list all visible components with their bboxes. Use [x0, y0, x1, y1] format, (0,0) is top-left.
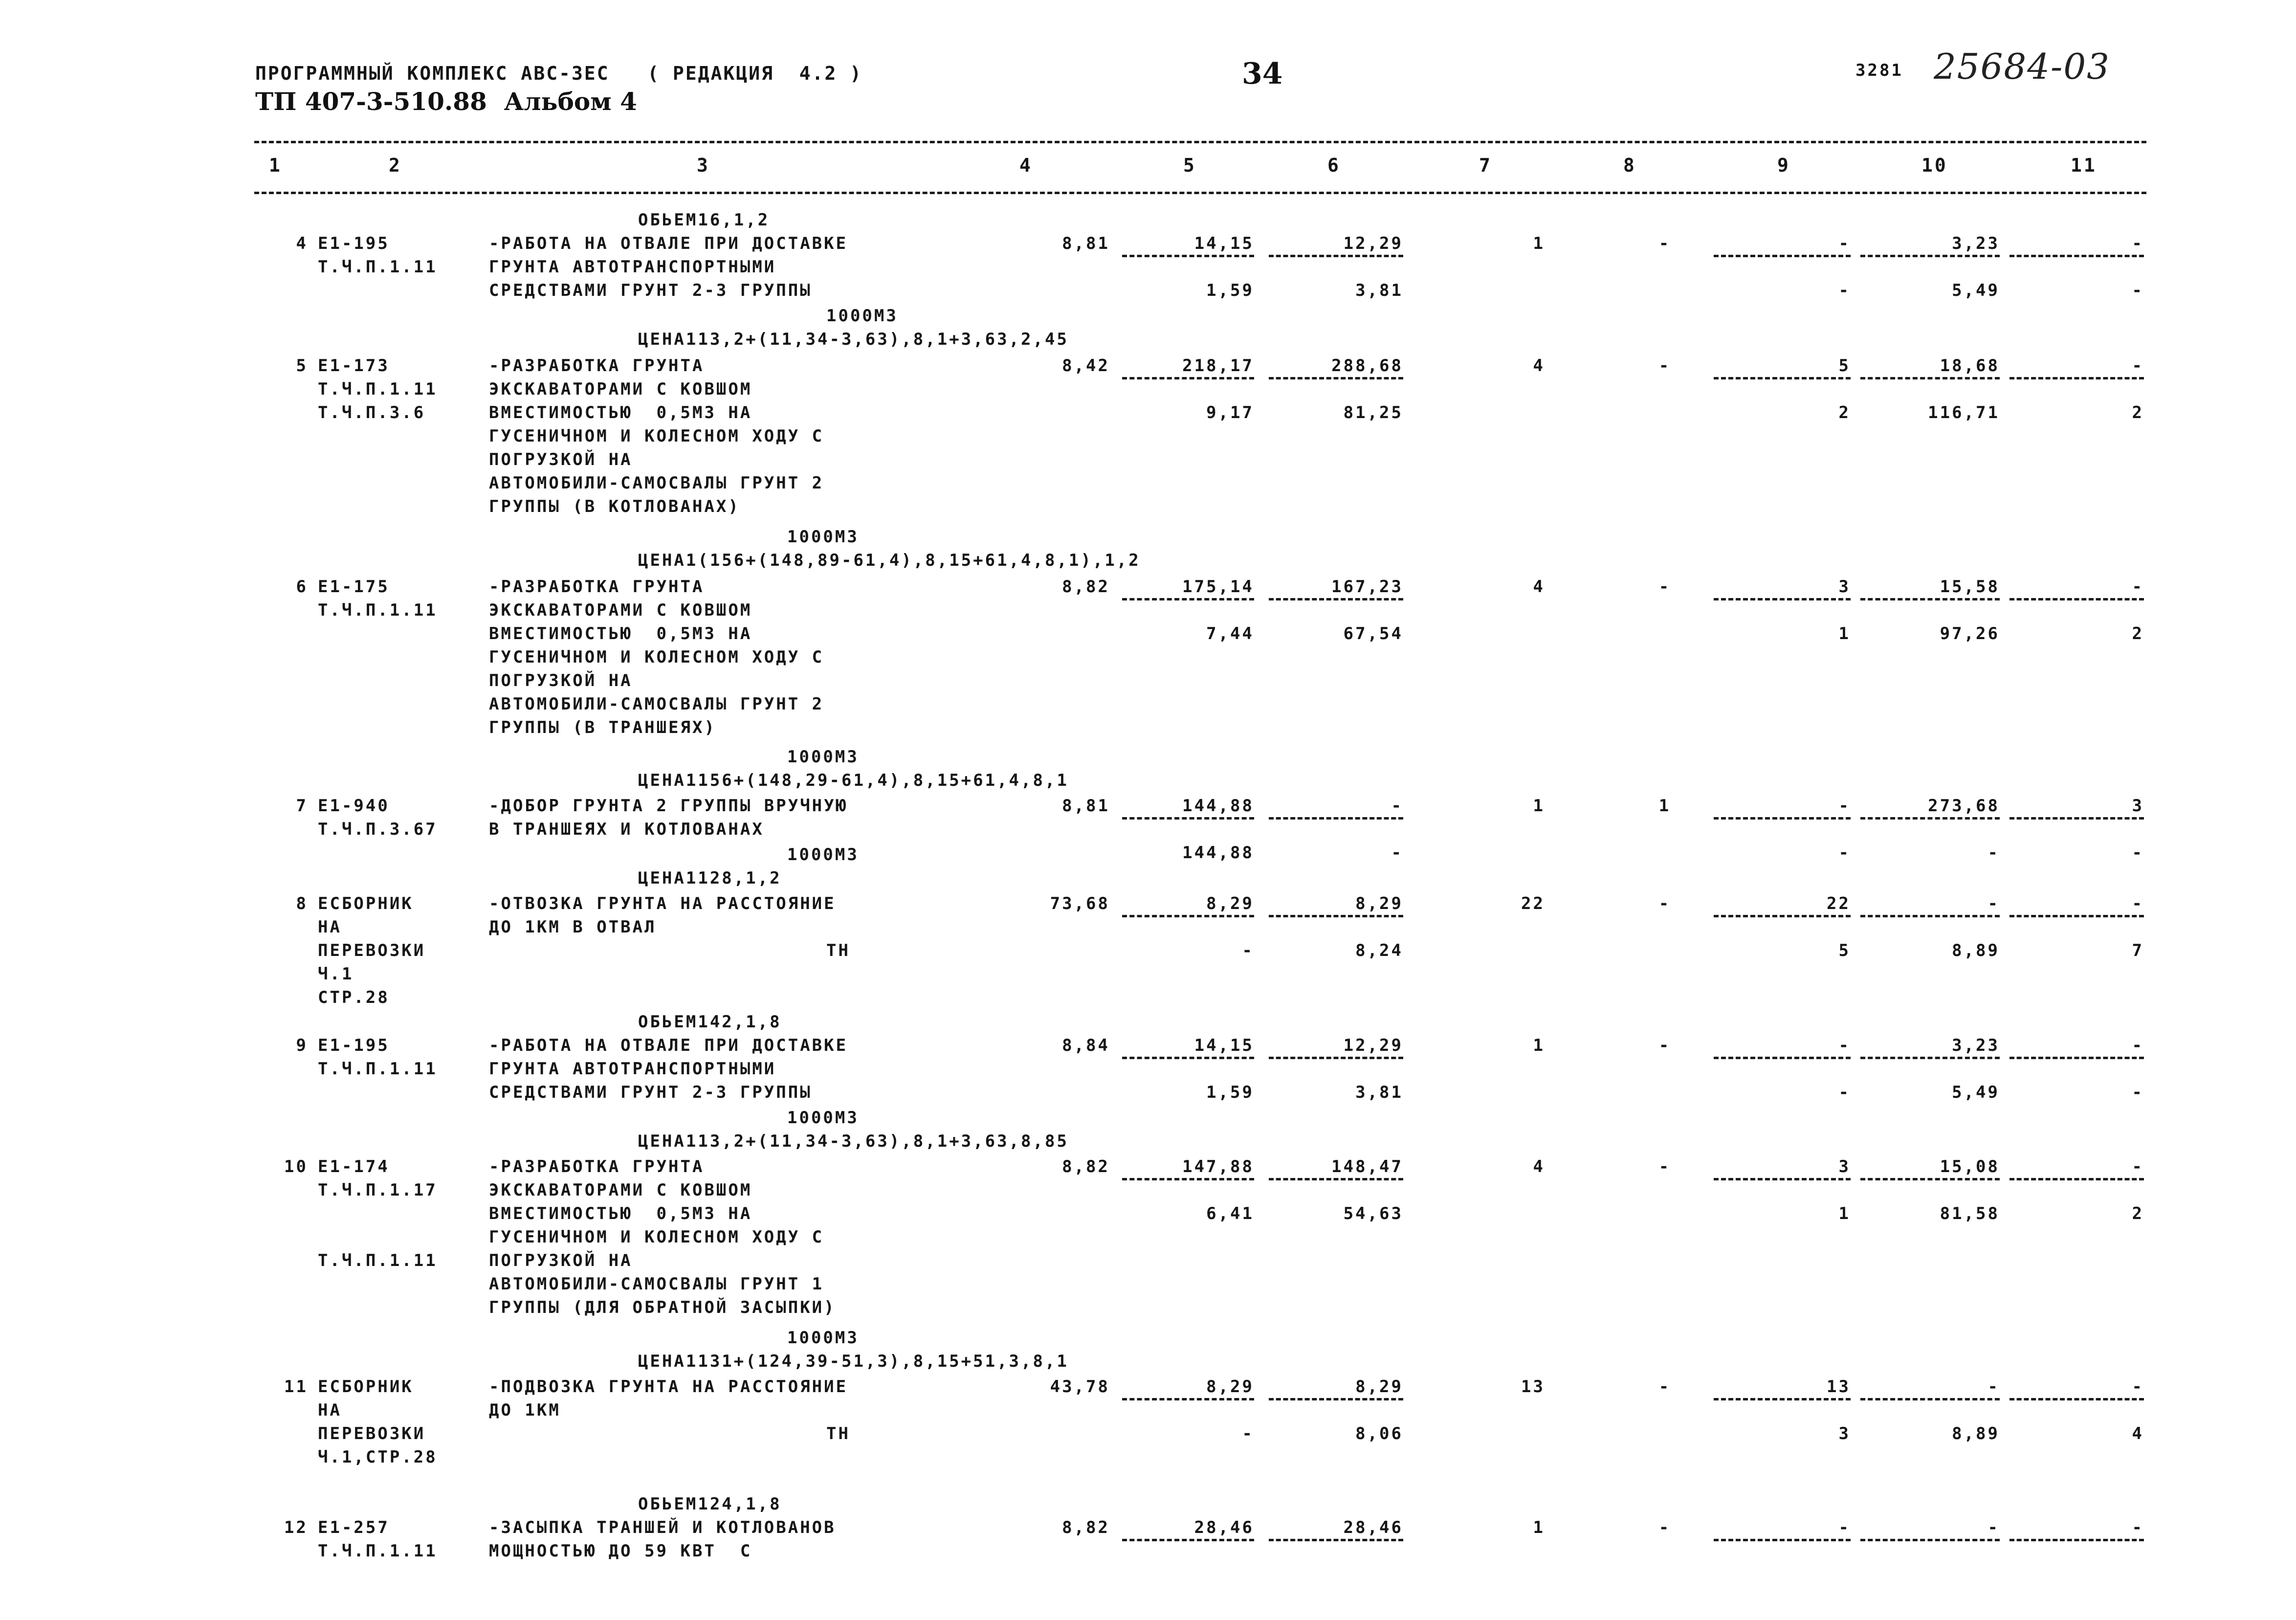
- subtotal-rule: [1714, 817, 1851, 820]
- work-description: ВМЕСТИМОСТЬЮ 0,5М3 НА: [489, 1204, 752, 1223]
- row-number: 4: [296, 234, 308, 253]
- value-col-11: 4: [2132, 1424, 2144, 1443]
- subtotal-rule: [1269, 915, 1403, 917]
- unit-cost-value: 6,41: [1206, 1204, 1254, 1223]
- total-cost-value: 8,24: [1355, 941, 1403, 960]
- total-cost-value: -: [1391, 796, 1403, 816]
- unit-cost-value: 175,14: [1182, 577, 1254, 597]
- work-description: ГРУНТА АВТОТРАНСПОРТНЫМИ: [489, 1059, 776, 1079]
- value-col-10: 5,49: [1952, 281, 2000, 300]
- subtotal-rule: [1269, 1057, 1403, 1059]
- resource-code: ПЕРЕВОЗКИ: [318, 941, 426, 960]
- unit-cost-value: 147,88: [1182, 1157, 1254, 1176]
- total-cost-value: 54,63: [1343, 1204, 1403, 1223]
- subtotal-rule: [1122, 255, 1254, 257]
- subtotal-rule: [2009, 1539, 2144, 1541]
- subtotal-rule: [1122, 1057, 1254, 1059]
- subtotal-rule: [1860, 1057, 2000, 1059]
- project-line: ТП 407-3-510.88 Альбом 4: [255, 87, 637, 116]
- value-col-11: -: [2132, 1377, 2144, 1397]
- value-col-10: 97,26: [1940, 624, 2000, 644]
- subtotal-rule: [1860, 255, 2000, 257]
- value-col-9: 3: [1838, 577, 1851, 597]
- value-col-11: -: [2132, 1157, 2144, 1176]
- row-number: 5: [296, 356, 308, 376]
- unit-of-measure: ТН: [826, 941, 850, 960]
- unit-cost-value: 8,29: [1206, 894, 1254, 913]
- value-col-7: 13: [1521, 1377, 1545, 1397]
- value-col-8: -: [1658, 356, 1671, 376]
- header-rule-top: [254, 141, 2146, 143]
- resource-code: НА: [318, 1400, 342, 1420]
- total-cost-value: 8,29: [1355, 894, 1403, 913]
- row-number: 10: [284, 1157, 308, 1176]
- resource-code: ЕСБОРНИК: [318, 894, 414, 913]
- total-cost-value: 67,54: [1343, 624, 1403, 644]
- value-col-8: 1: [1658, 796, 1671, 816]
- value-col-10: -: [1987, 1518, 2000, 1537]
- resource-code: Е1-174: [318, 1157, 390, 1176]
- quantity-value: 8,82: [1062, 577, 1110, 597]
- work-description: ГРУППЫ (В ТРАНШЕЯХ): [489, 718, 716, 737]
- value-col-10: 3,23: [1952, 1036, 2000, 1055]
- unit-annotation: 1000М3: [787, 845, 859, 865]
- subtotal-rule: [1860, 598, 2000, 600]
- resource-code: Е1-195: [318, 234, 390, 253]
- value-col-9: 13: [1827, 1377, 1851, 1397]
- value-col-8: -: [1658, 577, 1671, 597]
- col-3: 3: [697, 155, 710, 176]
- resource-code: Е1-257: [318, 1518, 390, 1537]
- price-annotation: ЦЕНА1131+(124,39-51,3),8,15+51,3,8,1: [638, 1352, 1069, 1371]
- work-description: ГУСЕНИЧНОМ И КОЛЕСНОМ ХОДУ С: [489, 647, 824, 667]
- value-col-10: 5,49: [1952, 1083, 2000, 1102]
- work-description: -ПОДВОЗКА ГРУНТА НА РАССТОЯНИЕ: [489, 1377, 848, 1397]
- quantity-value: 8,82: [1062, 1157, 1110, 1176]
- unit-cost-value: 14,15: [1194, 1036, 1254, 1055]
- row-number: 9: [296, 1036, 308, 1055]
- subtotal-rule: [2009, 1398, 2144, 1400]
- row-number: 8: [296, 894, 308, 913]
- col-7: 7: [1479, 155, 1492, 176]
- col-11: 11: [2071, 155, 2097, 176]
- subtotal-rule: [1714, 255, 1851, 257]
- unit-cost-value: 1,59: [1206, 1083, 1254, 1102]
- resource-code: Е1-195: [318, 1036, 390, 1055]
- work-description: ГРУППЫ (ДЛЯ ОБРАТНОЙ ЗАСЫПКИ): [489, 1298, 836, 1317]
- value-col-11: 2: [2132, 403, 2144, 422]
- resource-code: Е1-940: [318, 796, 390, 816]
- work-description: АВТОМОБИЛИ-САМОСВАЛЫ ГРУНТ 2: [489, 694, 824, 714]
- total-cost-value: 288,68: [1331, 356, 1403, 376]
- value-col-9: 3: [1838, 1424, 1851, 1443]
- value-col-7: 1: [1533, 1036, 1545, 1055]
- program-line: ПРОГРАММНЫЙ КОМПЛЕКС АВС-3ЕС ( РЕДАКЦИЯ 4.2 ): [255, 63, 863, 84]
- value-col-9: 22: [1827, 894, 1851, 913]
- resource-code: Ч.1: [318, 964, 354, 984]
- work-description: АВТОМОБИЛИ-САМОСВАЛЫ ГРУНТ 1: [489, 1274, 824, 1294]
- work-description: -ЗАСЫПКА ТРАНШЕЙ И КОТЛОВАНОВ: [489, 1518, 836, 1537]
- resource-code: ПЕРЕВОЗКИ: [318, 1424, 426, 1443]
- unit-annotation: 1000М3: [787, 1328, 859, 1348]
- page-number: 34: [1242, 57, 1283, 91]
- total-cost-value: 12,29: [1343, 234, 1403, 253]
- total-cost-value: 8,06: [1355, 1424, 1403, 1443]
- value-col-10: 3,23: [1952, 234, 2000, 253]
- value-col-7: 1: [1533, 1518, 1545, 1537]
- total-cost-value: 3,81: [1355, 1083, 1403, 1102]
- subtotal-rule: [1860, 377, 2000, 379]
- subtotal-rule: [2009, 377, 2144, 379]
- unit-annotation: 1000М3: [787, 1108, 859, 1128]
- resource-code: Е1-175: [318, 577, 390, 597]
- value-col-9: 1: [1838, 1204, 1851, 1223]
- work-description: ГУСЕНИЧНОМ И КОЛЕСНОМ ХОДУ С: [489, 1227, 824, 1247]
- work-description: МОЩНОСТЬЮ ДО 59 КВТ С: [489, 1541, 752, 1561]
- subtotal-rule: [2009, 1057, 2144, 1059]
- total-cost-value: 81,25: [1343, 403, 1403, 422]
- work-description: ГРУНТА АВТОТРАНСПОРТНЫМИ: [489, 257, 776, 277]
- resource-code: Т.Ч.П.1.11: [318, 600, 438, 620]
- value-col-9: -: [1838, 1518, 1851, 1537]
- subtotal-rule: [1714, 915, 1851, 917]
- value-col-9: 5: [1838, 356, 1851, 376]
- unit-annotation: 1000М3: [826, 306, 898, 326]
- subtotal-rule: [1860, 915, 2000, 917]
- col-5: 5: [1183, 155, 1196, 176]
- subtotal-rule: [1269, 1398, 1403, 1400]
- value-col-11: 2: [2132, 1204, 2144, 1223]
- subtotal-rule: [1714, 1057, 1851, 1059]
- work-description: ДО 1КМ: [489, 1400, 561, 1420]
- total-cost-value: 28,46: [1343, 1518, 1403, 1537]
- subtotal-rule: [1269, 1539, 1403, 1541]
- work-description: ГУСЕНИЧНОМ И КОЛЕСНОМ ХОДУ С: [489, 426, 824, 446]
- work-description: -РАЗРАБОТКА ГРУНТА: [489, 1157, 705, 1176]
- resource-code: Т.Ч.П.1.11: [318, 379, 438, 399]
- row-number: 7: [296, 796, 308, 816]
- value-col-11: -: [2132, 1083, 2144, 1102]
- resource-code: ЕСБОРНИК: [318, 1377, 414, 1397]
- header-rule-bottom: [254, 192, 2146, 194]
- resource-code: Е1-173: [318, 356, 390, 376]
- value-col-11: 2: [2132, 624, 2144, 644]
- value-col-11: -: [2132, 281, 2144, 300]
- value-col-9: -: [1838, 1083, 1851, 1102]
- total-cost-value: 8,29: [1355, 1377, 1403, 1397]
- unit-cost-value: 144,88: [1182, 843, 1254, 863]
- resource-code: СТР.28: [318, 988, 390, 1007]
- work-description: ДО 1КМ В ОТВАЛ: [489, 917, 657, 937]
- row-number: 11: [284, 1377, 308, 1397]
- value-col-10: -: [1987, 1377, 2000, 1397]
- quantity-value: 8,84: [1062, 1036, 1110, 1055]
- resource-code: Т.Ч.П.1.11: [318, 257, 438, 277]
- subtotal-rule: [1122, 377, 1254, 379]
- resource-code: Т.Ч.П.3.67: [318, 820, 438, 839]
- subtotal-rule: [1860, 1539, 2000, 1541]
- unit-cost-value: -: [1242, 1424, 1254, 1443]
- resource-code: НА: [318, 917, 342, 937]
- resource-code: Т.Ч.П.1.11: [318, 1541, 438, 1561]
- subtotal-rule: [1122, 915, 1254, 917]
- unit-cost-value: 14,15: [1194, 234, 1254, 253]
- work-description: ЭКСКАВАТОРАМИ С КОВШОМ: [489, 1180, 752, 1200]
- volume-annotation: ОБЬЕМ124,1,8: [638, 1494, 782, 1514]
- subtotal-rule: [1714, 1539, 1851, 1541]
- value-col-10: 8,89: [1952, 1424, 2000, 1443]
- value-col-10: 273,68: [1928, 796, 2000, 816]
- total-cost-value: 3,81: [1355, 281, 1403, 300]
- value-col-9: 2: [1838, 403, 1851, 422]
- subtotal-rule: [2009, 255, 2144, 257]
- work-description: СРЕДСТВАМИ ГРУНТ 2-3 ГРУППЫ: [489, 281, 812, 300]
- value-col-10: 81,58: [1940, 1204, 2000, 1223]
- value-col-11: -: [2132, 1036, 2144, 1055]
- quantity-value: 8,81: [1062, 796, 1110, 816]
- work-description: -РАБОТА НА ОТВАЛЕ ПРИ ДОСТАВКЕ: [489, 1036, 848, 1055]
- value-col-7: 1: [1533, 796, 1545, 816]
- value-col-11: -: [2132, 1518, 2144, 1537]
- doc-prefix: 3281: [1855, 61, 1903, 80]
- total-cost-value: 148,47: [1331, 1157, 1403, 1176]
- subtotal-rule: [2009, 915, 2144, 917]
- value-col-8: -: [1658, 894, 1671, 913]
- subtotal-rule: [1860, 1178, 2000, 1180]
- price-annotation: ЦЕНА113,2+(11,34-3,63),8,1+3,63,8,85: [638, 1132, 1069, 1151]
- work-description: -ОТВОЗКА ГРУНТА НА РАССТОЯНИЕ: [489, 894, 836, 913]
- subtotal-rule: [1122, 1178, 1254, 1180]
- subtotal-rule: [1122, 817, 1254, 820]
- row-number: 12: [284, 1518, 308, 1537]
- total-cost-value: -: [1391, 843, 1403, 863]
- unit-cost-value: 7,44: [1206, 624, 1254, 644]
- work-description: -РАЗРАБОТКА ГРУНТА: [489, 356, 705, 376]
- quantity-value: 73,68: [1050, 894, 1110, 913]
- col-6: 6: [1327, 155, 1341, 176]
- subtotal-rule: [1269, 598, 1403, 600]
- resource-code: Ч.1,СТР.28: [318, 1447, 438, 1467]
- work-description: В ТРАНШЕЯХ И КОТЛОВАНАХ: [489, 820, 764, 839]
- work-description: СРЕДСТВАМИ ГРУНТ 2-3 ГРУППЫ: [489, 1083, 812, 1102]
- unit-cost-value: -: [1242, 941, 1254, 960]
- subtotal-rule: [1269, 255, 1403, 257]
- unit-of-measure: ТН: [826, 1424, 850, 1443]
- unit-annotation: 1000М3: [787, 527, 859, 547]
- quantity-value: 8,81: [1062, 234, 1110, 253]
- resource-code: Т.Ч.П.1.11: [318, 1059, 438, 1079]
- work-description: ПОГРУЗКОЙ НА: [489, 1251, 633, 1270]
- price-annotation: ЦЕНА113,2+(11,34-3,63),8,1+3,63,2,45: [638, 330, 1069, 349]
- subtotal-rule: [1714, 377, 1851, 379]
- resource-code: Т.Ч.П.1.11: [318, 1251, 438, 1270]
- work-description: -РАБОТА НА ОТВАЛЕ ПРИ ДОСТАВКЕ: [489, 234, 848, 253]
- work-description: ГРУППЫ (В КОТЛОВАНАХ): [489, 497, 740, 516]
- value-col-10: 15,08: [1940, 1157, 2000, 1176]
- value-col-8: -: [1658, 1377, 1671, 1397]
- work-description: ПОГРУЗКОЙ НА: [489, 450, 633, 469]
- value-col-7: 4: [1533, 356, 1545, 376]
- row-number: 6: [296, 577, 308, 597]
- col-10: 10: [1921, 155, 1948, 176]
- value-col-10: 116,71: [1928, 403, 2000, 422]
- work-description: -ДОБОР ГРУНТА 2 ГРУППЫ ВРУЧНУЮ: [489, 796, 848, 816]
- quantity-value: 43,78: [1050, 1377, 1110, 1397]
- subtotal-rule: [1860, 817, 2000, 820]
- work-description: ВМЕСТИМОСТЬЮ 0,5М3 НА: [489, 403, 752, 422]
- subtotal-rule: [2009, 598, 2144, 600]
- value-col-10: -: [1987, 843, 2000, 863]
- col-2: 2: [389, 155, 402, 176]
- unit-cost-value: 144,88: [1182, 796, 1254, 816]
- work-description: ЭКСКАВАТОРАМИ С КОВШОМ: [489, 379, 752, 399]
- work-description: ПОГРУЗКОЙ НА: [489, 671, 633, 690]
- work-description: ЭКСКАВАТОРАМИ С КОВШОМ: [489, 600, 752, 620]
- work-description: АВТОМОБИЛИ-САМОСВАЛЫ ГРУНТ 2: [489, 473, 824, 493]
- subtotal-rule: [1269, 1178, 1403, 1180]
- subtotal-rule: [2009, 1178, 2144, 1180]
- col-4: 4: [1019, 155, 1033, 176]
- value-col-9: 1: [1838, 624, 1851, 644]
- volume-annotation: ОБЬЕМ16,1,2: [638, 210, 770, 230]
- unit-annotation: 1000М3: [787, 747, 859, 767]
- price-annotation: ЦЕНА1(156+(148,89-61,4),8,15+61,4,8,1),1,2: [638, 551, 1141, 570]
- subtotal-rule: [1860, 1398, 2000, 1400]
- col-9: 9: [1777, 155, 1790, 176]
- value-col-9: -: [1838, 796, 1851, 816]
- value-col-9: -: [1838, 1036, 1851, 1055]
- doc-number: 25684-03: [1934, 46, 2110, 87]
- volume-annotation: ОБЬЕМ142,1,8: [638, 1012, 782, 1032]
- unit-cost-value: 8,29: [1206, 1377, 1254, 1397]
- value-col-7: 4: [1533, 1157, 1545, 1176]
- subtotal-rule: [1122, 1398, 1254, 1400]
- subtotal-rule: [1714, 1178, 1851, 1180]
- value-col-11: -: [2132, 843, 2144, 863]
- work-description: -РАЗРАБОТКА ГРУНТА: [489, 577, 705, 597]
- total-cost-value: 12,29: [1343, 1036, 1403, 1055]
- unit-cost-value: 1,59: [1206, 281, 1254, 300]
- resource-code: Т.Ч.П.3.6: [318, 403, 426, 422]
- subtotal-rule: [1122, 598, 1254, 600]
- value-col-7: 4: [1533, 577, 1545, 597]
- price-annotation: ЦЕНА1156+(148,29-61,4),8,15+61,4,8,1: [638, 771, 1069, 790]
- col-1: 1: [269, 155, 282, 176]
- value-col-10: 8,89: [1952, 941, 2000, 960]
- quantity-value: 8,82: [1062, 1518, 1110, 1537]
- value-col-9: 3: [1838, 1157, 1851, 1176]
- value-col-8: -: [1658, 1518, 1671, 1537]
- subtotal-rule: [1122, 1539, 1254, 1541]
- unit-cost-value: 218,17: [1182, 356, 1254, 376]
- value-col-11: -: [2132, 577, 2144, 597]
- value-col-8: -: [1658, 1157, 1671, 1176]
- value-col-8: -: [1658, 1036, 1671, 1055]
- value-col-9: -: [1838, 281, 1851, 300]
- total-cost-value: 167,23: [1331, 577, 1403, 597]
- value-col-11: -: [2132, 356, 2144, 376]
- value-col-11: -: [2132, 234, 2144, 253]
- unit-cost-value: 9,17: [1206, 403, 1254, 422]
- value-col-11: 7: [2132, 941, 2144, 960]
- quantity-value: 8,42: [1062, 356, 1110, 376]
- resource-code: Т.Ч.П.1.17: [318, 1180, 438, 1200]
- unit-cost-value: 28,46: [1194, 1518, 1254, 1537]
- work-description: ВМЕСТИМОСТЬЮ 0,5М3 НА: [489, 624, 752, 644]
- value-col-8: -: [1658, 234, 1671, 253]
- value-col-10: 18,68: [1940, 356, 2000, 376]
- subtotal-rule: [1269, 377, 1403, 379]
- value-col-9: -: [1838, 234, 1851, 253]
- value-col-7: 22: [1521, 894, 1545, 913]
- col-8: 8: [1623, 155, 1636, 176]
- subtotal-rule: [2009, 817, 2144, 820]
- value-col-7: 1: [1533, 234, 1545, 253]
- value-col-10: -: [1987, 894, 2000, 913]
- subtotal-rule: [1714, 1398, 1851, 1400]
- value-col-9: 5: [1838, 941, 1851, 960]
- value-col-11: 3: [2132, 796, 2144, 816]
- subtotal-rule: [1269, 817, 1403, 820]
- price-annotation: ЦЕНА1128,1,2: [638, 868, 782, 888]
- subtotal-rule: [1714, 598, 1851, 600]
- value-col-10: 15,58: [1940, 577, 2000, 597]
- value-col-11: -: [2132, 894, 2144, 913]
- value-col-9: -: [1838, 843, 1851, 863]
